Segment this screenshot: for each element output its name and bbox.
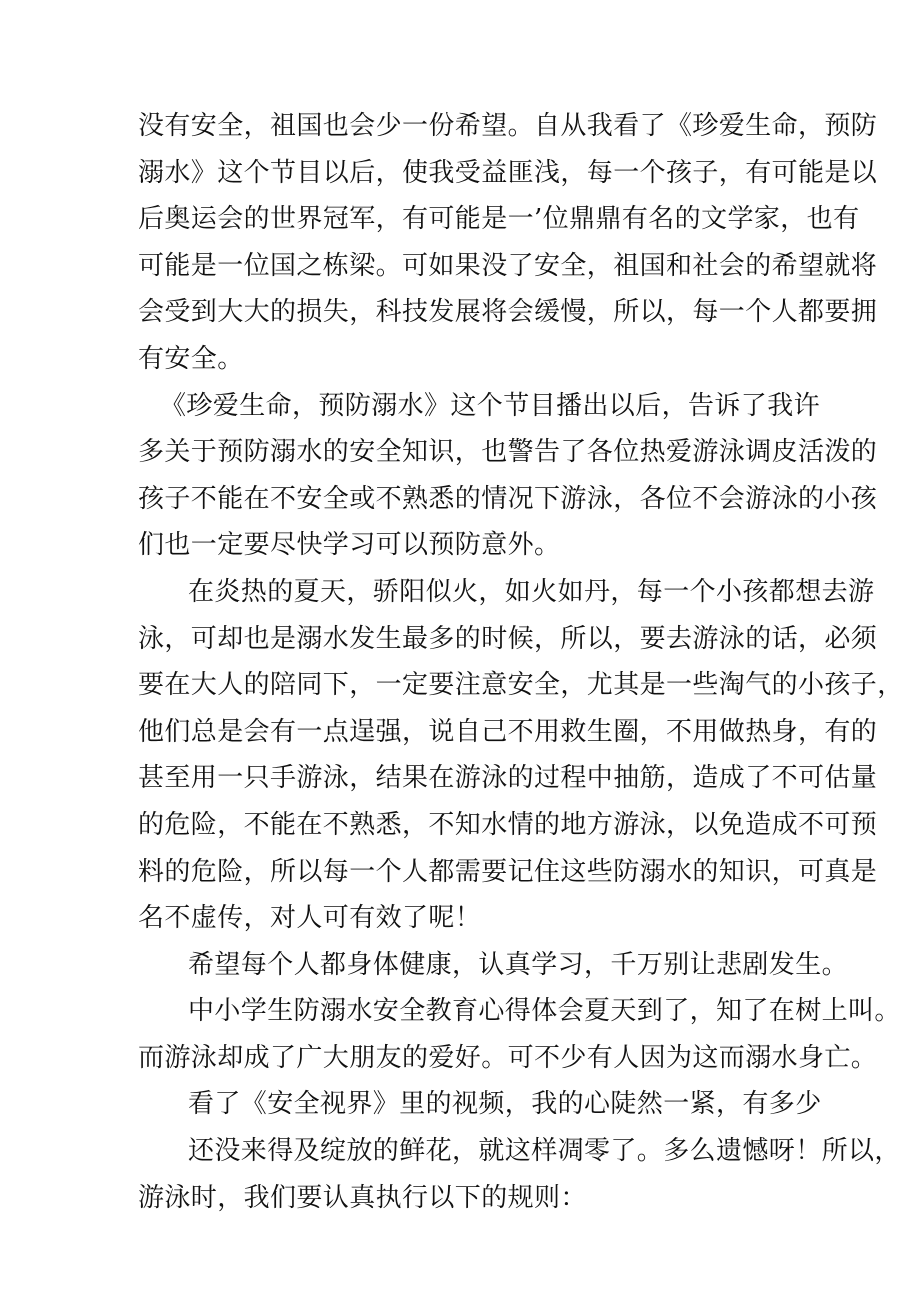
text-line: 后奥运会的世界冠军，有可能是一’位鼎鼎有名的文学家，也有 xyxy=(138,204,860,235)
text-line: 可能是一位国之栋梁。可如果没了安全，祖国和社会的希望就将 xyxy=(138,250,878,281)
text-line: 甚至用一只手游泳，结果在游泳的过程中抽筋，造成了不可估量 xyxy=(138,763,878,794)
text-line: 没有安全，祖国也会少一份希望。自从我看了《珍爱生命，预防 xyxy=(138,111,878,141)
text-line: 有安全。 xyxy=(138,343,244,374)
text-line: 他们总是会有一点逞强，说自己不用救生圈，不用做热身，有的 xyxy=(138,716,878,747)
text-line: 多关于预防溺水的安全知识，也警告了各位热爱游泳调皮活泼的 xyxy=(138,437,878,468)
text-line: 泳，可却也是溺水发生最多的时候，所以，要去游泳的话，必须 xyxy=(138,623,878,654)
text-line: 溺水》这个节目以后，使我受益匪浅，每一个孩子，有可能是以 xyxy=(138,157,878,188)
text-line: 《珍爱生命，预防溺水》这个节目播出以后，告诉了我许 xyxy=(160,390,821,421)
text-line: 看了《安全视界》里的视频，我的心陡然一紧，有多少 xyxy=(188,1089,822,1120)
text-line: 在炎热的夏天，骄阳似火，如火如丹，每一个小孩都想去游 xyxy=(188,576,875,607)
body-text xyxy=(138,103,904,1221)
text-line: 中小学生防溺水安全教育心得体会夏天到了，知了在树上叫。 xyxy=(188,996,901,1027)
text-line: 会受到大大的损失，科技发展将会缓慢，所以，每一个人都要拥 xyxy=(138,297,878,328)
text-line: 而游泳却成了广大朋友的爱好。可不少有人因为这而溺水身亡。 xyxy=(138,1042,878,1073)
text-line: 要在大人的陪同下，一定要注意安全，尤其是一些淘气的小孩子， xyxy=(138,670,904,701)
text-line: 希望每个人都身体健康，认真学习，千万别让悲剧发生。 xyxy=(188,949,849,980)
text-line: 料的危险，所以每一个人都需要记住这些防溺水的知识，可真是 xyxy=(138,856,878,887)
text-line: 的危险，不能在不熟悉，不知水情的地方游泳，以免造成不可预 xyxy=(138,809,878,840)
text-line: 们也一定要尽快学习可以预防意外。 xyxy=(138,530,561,561)
text-line: 孩子不能在不安全或不熟悉的情况下游泳，各位不会游泳的小孩 xyxy=(138,483,878,514)
text-line: 还没来得及绽放的鲜花，就这样凋零了。多么遗憾呀！所以， xyxy=(188,1136,901,1167)
text-line: 游泳时，我们要认真执行以下的规则： xyxy=(138,1182,587,1213)
text-line: 名不虚传，对人可有效了呢！ xyxy=(138,903,482,934)
